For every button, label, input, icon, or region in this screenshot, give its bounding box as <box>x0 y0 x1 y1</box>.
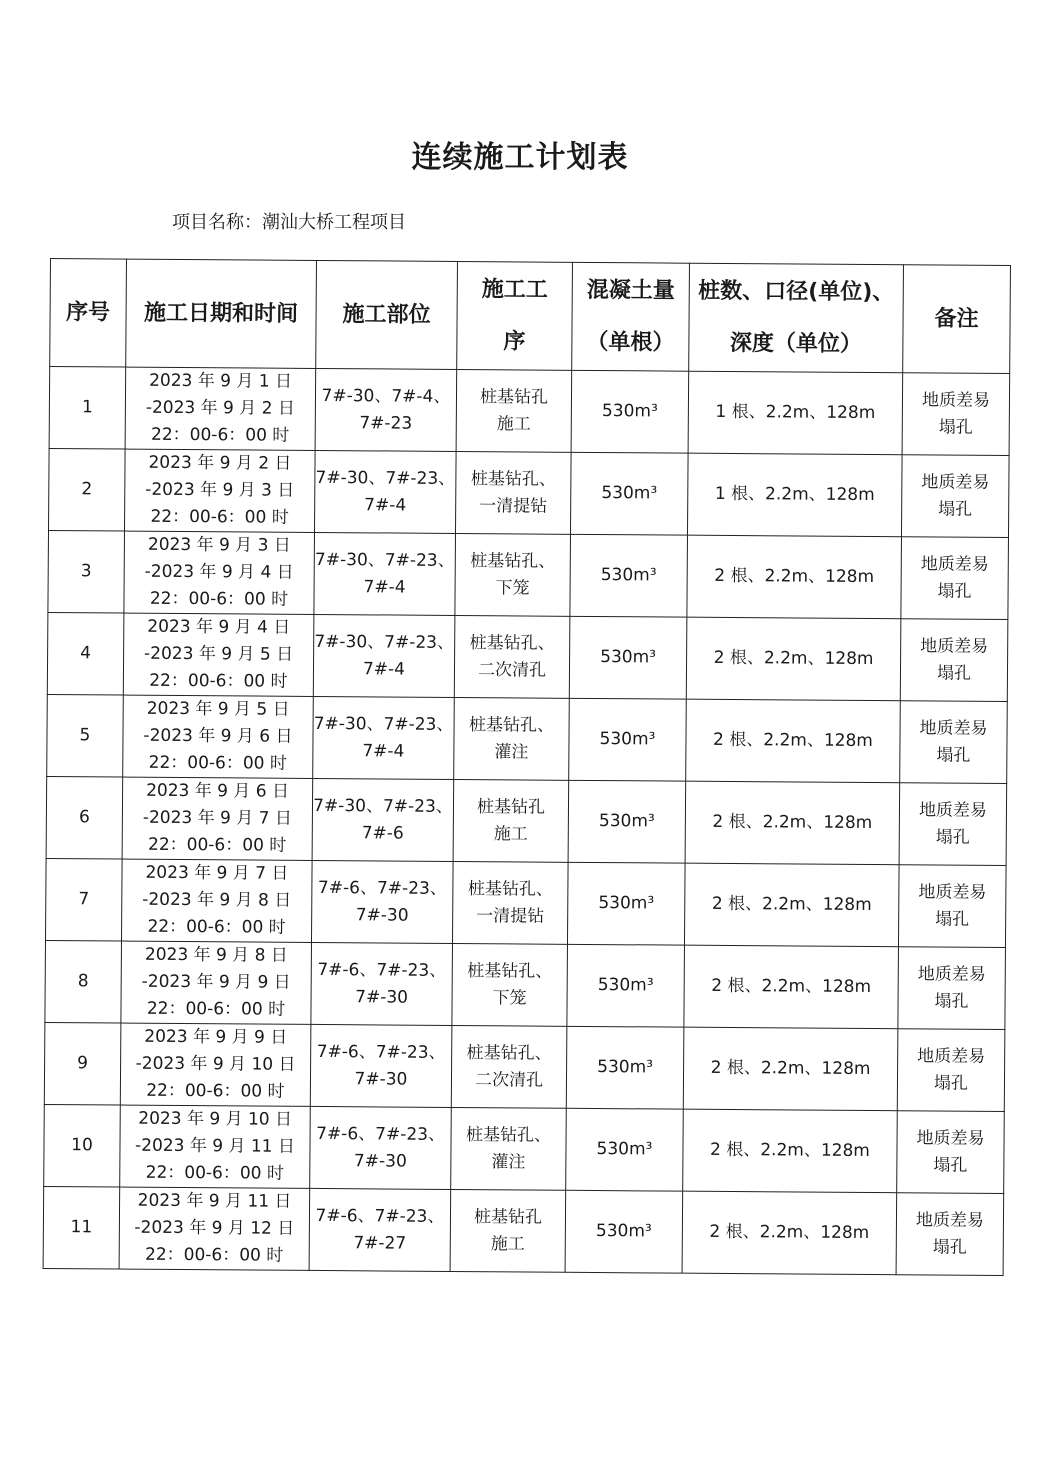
cell-datetime <box>120 1105 311 1188</box>
cell-piles: 2 根、2.2m、128m <box>684 945 899 1029</box>
cell-process-line-1: 桩基钻孔、 <box>466 1124 552 1146</box>
cell-location-line-1: 7#-6、7#-23、 <box>317 877 447 899</box>
cell-process-line-1: 桩基钻孔、 <box>470 550 556 572</box>
cell-process-line-1: 桩基钻孔、 <box>467 960 553 982</box>
cell-location-line-2: 7#-30 <box>353 1150 407 1172</box>
cell-remarks <box>902 373 1010 456</box>
cell-remarks-line-1: 地质差易 <box>918 881 987 903</box>
cell-remarks-line-2: 塌孔 <box>936 663 972 684</box>
cell-time: 22：00-6：00 时 <box>144 1244 284 1266</box>
cell-concrete: 530m³ <box>566 1026 684 1109</box>
cell-process-line-2: 施工 <box>493 823 528 845</box>
cell-process-line-1: 桩基钻孔、 <box>469 714 555 736</box>
table-row <box>46 776 1007 865</box>
cell-date-end: -2023 年 9 月 10 日 <box>135 1053 296 1075</box>
cell-location-line-2: 7#-30 <box>355 986 409 1008</box>
cell-seq: 3 <box>48 530 125 613</box>
cell-time: 22：00-6：00 时 <box>146 998 286 1020</box>
cell-time: 22：00-6：00 时 <box>149 670 288 692</box>
cell-datetime <box>119 1187 310 1270</box>
cell-process-line-1: 桩基钻孔、 <box>466 1042 552 1064</box>
cell-date-end: -2023 年 9 月 4 日 <box>144 561 294 583</box>
cell-process-line-2: 二次清孔 <box>474 1069 544 1091</box>
cell-process <box>454 615 570 698</box>
cell-datetime <box>125 367 316 450</box>
header-location: 施工部位 <box>316 260 458 369</box>
cell-location-line-1: 7#-30、7#-23、 <box>314 631 455 653</box>
cell-time: 22：00-6：00 时 <box>147 916 286 938</box>
cell-seq: 4 <box>47 612 124 695</box>
cell-process-line-1: 桩基钻孔 <box>479 386 549 408</box>
cell-remarks-line-2: 塌孔 <box>933 1073 969 1094</box>
cell-location-line-2: 7#-23 <box>359 412 413 434</box>
cell-process-line-1: 桩基钻孔 <box>476 796 546 818</box>
cell-process-line-2: 灌注 <box>491 1151 526 1173</box>
header-concrete-line-2: （单根） <box>586 329 675 356</box>
cell-date-end: -2023 年 9 月 12 日 <box>134 1217 295 1239</box>
cell-remarks-line-1: 地质差易 <box>921 389 991 411</box>
header-process-line-2: 序 <box>503 328 526 354</box>
cell-time: 22：00-6：00 时 <box>145 1162 284 1184</box>
cell-datetime <box>121 859 312 942</box>
cell-process-line-1: 桩基钻孔 <box>473 1206 543 1228</box>
cell-location-line-1: 7#-30、7#-23、 <box>313 713 454 735</box>
cell-location-line-1: 7#-6、7#-23、 <box>317 959 447 981</box>
cell-process <box>452 861 568 944</box>
cell-remarks <box>897 1029 1005 1112</box>
header-concrete <box>572 262 690 371</box>
cell-location-line-1: 7#-6、7#-23、 <box>316 1123 446 1145</box>
cell-remarks-line-2: 塌孔 <box>936 745 971 766</box>
cell-location <box>310 1024 452 1107</box>
cell-concrete: 530m³ <box>570 452 688 535</box>
cell-date-start: 2023 年 9 月 7 日 <box>145 862 289 884</box>
cell-remarks-line-2: 塌孔 <box>935 909 970 930</box>
header-seq: 序号 <box>50 259 127 368</box>
cell-process-line-1: 桩基钻孔、 <box>469 632 555 654</box>
cell-date-start: 2023 年 9 月 11 日 <box>137 1190 292 1212</box>
cell-process <box>451 1107 567 1190</box>
cell-process-line-2: 一清提钻 <box>479 495 548 517</box>
cell-process <box>451 1025 567 1108</box>
header-piles-line-1: 桩数、口径(单位)、 <box>698 278 895 305</box>
cell-process-line-2: 施工 <box>496 413 531 435</box>
project-name: 项目名称：潮汕大桥工程项目 <box>172 212 406 233</box>
page-title: 连续施工计划表 <box>411 140 629 175</box>
cell-remarks-line-2: 塌孔 <box>937 581 972 602</box>
cell-remarks <box>896 1193 1004 1276</box>
cell-process-line-2: 一清提钻 <box>476 905 545 927</box>
cell-remarks <box>900 701 1008 784</box>
cell-time: 22：00-6：00 时 <box>146 1080 285 1102</box>
header-datetime: 施工日期和时间 <box>126 259 317 368</box>
cell-location <box>309 1188 451 1271</box>
cell-date-start: 2023 年 9 月 4 日 <box>147 616 291 638</box>
header-process-line-1: 施工工 <box>481 276 548 303</box>
cell-process-line-2: 下笼 <box>492 987 527 1009</box>
cell-location-line-2: 7#-6 <box>361 822 404 844</box>
cell-concrete: 530m³ <box>570 534 688 617</box>
cell-location <box>310 1106 452 1189</box>
cell-remarks <box>900 619 1008 702</box>
cell-remarks <box>897 1111 1005 1194</box>
cell-process-line-1: 桩基钻孔、 <box>470 468 556 490</box>
table-row <box>49 367 1010 456</box>
cell-date-end: -2023 年 9 月 5 日 <box>143 643 294 665</box>
cell-datetime <box>121 941 312 1024</box>
cell-remarks-line-1: 地质差易 <box>919 717 988 739</box>
cell-seq: 8 <box>45 940 122 1023</box>
cell-seq: 7 <box>45 858 122 941</box>
table-row <box>44 1104 1005 1193</box>
cell-process <box>452 943 568 1026</box>
cell-location-line-1: 7#-30、7#-23、 <box>315 467 456 489</box>
cell-datetime <box>123 613 314 696</box>
cell-concrete: 530m³ <box>571 370 689 453</box>
cell-piles: 2 根、2.2m、128m <box>685 781 900 865</box>
cell-location <box>314 450 456 533</box>
cell-process-line-1: 桩基钻孔、 <box>467 878 553 900</box>
cell-location-line-1: 7#-30、7#-23、 <box>313 795 453 817</box>
cell-datetime <box>122 777 313 860</box>
cell-piles: 2 根、2.2m、128m <box>683 1109 898 1193</box>
cell-location-line-2: 7#-4 <box>362 740 405 762</box>
cell-date-start: 2023 年 9 月 2 日 <box>148 452 292 474</box>
cell-time: 22：00-6：00 时 <box>148 752 287 774</box>
cell-location <box>312 778 454 861</box>
cell-piles: 2 根、2.2m、128m <box>687 535 902 619</box>
cell-date-end: -2023 年 9 月 8 日 <box>142 889 292 911</box>
cell-process-line-2: 施工 <box>490 1233 525 1255</box>
table-row <box>49 448 1010 537</box>
cell-datetime <box>120 1023 311 1106</box>
cell-date-end: -2023 年 9 月 3 日 <box>145 479 295 501</box>
cell-concrete: 530m³ <box>569 698 687 781</box>
cell-seq: 1 <box>49 367 126 450</box>
cell-concrete: 530m³ <box>568 780 686 863</box>
cell-time: 22：00-6：00 时 <box>151 424 290 446</box>
cell-process <box>456 369 572 452</box>
cell-location <box>313 696 455 779</box>
cell-location <box>313 614 455 697</box>
cell-remarks <box>901 537 1009 620</box>
cell-process-line-2: 灌注 <box>494 741 529 763</box>
cell-time: 22：00-6：00 时 <box>150 506 289 528</box>
cell-process <box>450 1189 566 1272</box>
cell-remarks-line-1: 地质差易 <box>915 1209 985 1231</box>
cell-seq: 10 <box>44 1104 121 1187</box>
cell-remarks <box>898 947 1006 1030</box>
cell-remarks-line-1: 地质差易 <box>916 1127 985 1149</box>
cell-datetime <box>123 695 314 778</box>
cell-process <box>453 779 569 862</box>
cell-date-start: 2023 年 9 月 1 日 <box>149 370 293 392</box>
table-header-row <box>50 259 1011 374</box>
cell-process <box>454 697 570 780</box>
cell-piles: 2 根、2.2m、128m <box>684 863 899 947</box>
cell-time: 22：00-6：00 时 <box>149 588 289 610</box>
cell-process-line-2: 下笼 <box>495 577 530 599</box>
cell-location <box>315 368 457 451</box>
cell-location <box>311 942 453 1025</box>
cell-time: 22：00-6：00 时 <box>148 834 287 856</box>
cell-seq: 5 <box>47 694 124 777</box>
header-process <box>457 261 573 370</box>
cell-piles: 1 根、2.2m、128m <box>687 453 902 537</box>
table-row <box>47 694 1008 783</box>
cell-location-line-2: 7#-4 <box>363 576 406 598</box>
cell-remarks-line-1: 地质差易 <box>921 471 990 493</box>
cell-remarks <box>899 783 1007 866</box>
table-row <box>44 1022 1005 1111</box>
cell-seq: 9 <box>44 1022 121 1105</box>
cell-remarks <box>898 865 1006 948</box>
cell-location-line-2: 7#-4 <box>362 658 406 680</box>
cell-piles: 2 根、2.2m、128m <box>682 1191 897 1275</box>
cell-datetime <box>124 531 315 614</box>
cell-process <box>455 533 571 616</box>
header-piles <box>689 263 904 373</box>
cell-process-line-2: 二次清孔 <box>477 659 547 681</box>
cell-remarks-line-2: 塌孔 <box>934 991 969 1012</box>
cell-location-line-2: 7#-4 <box>364 494 407 516</box>
cell-remarks-line-1: 地质差易 <box>920 635 989 657</box>
cell-piles: 1 根、2.2m、128m <box>688 371 903 455</box>
cell-concrete: 530m³ <box>569 616 687 699</box>
cell-date-start: 2023 年 9 月 10 日 <box>138 1108 293 1130</box>
cell-remarks-line-1: 地质差易 <box>918 799 988 821</box>
construction-plan-table <box>43 258 1011 1276</box>
cell-location <box>314 532 456 615</box>
cell-remarks-line-2: 塌孔 <box>932 1236 967 1258</box>
table-row <box>45 940 1006 1029</box>
cell-location-line-2: 7#-27 <box>353 1232 407 1254</box>
cell-date-start: 2023 年 9 月 5 日 <box>146 698 290 720</box>
cell-date-end: -2023 年 9 月 6 日 <box>143 725 293 747</box>
cell-concrete: 530m³ <box>566 1108 684 1191</box>
cell-date-end: -2023 年 9 月 2 日 <box>145 397 296 419</box>
cell-date-start: 2023 年 9 月 3 日 <box>147 534 291 556</box>
cell-concrete: 530m³ <box>567 862 685 945</box>
header-piles-line-2: 深度（单位） <box>729 330 862 357</box>
cell-remarks-line-2: 塌孔 <box>935 827 970 848</box>
cell-location-line-1: 7#-6、7#-23、 <box>315 1205 445 1227</box>
cell-piles: 2 根、2.2m、128m <box>686 617 901 701</box>
cell-remarks-line-1: 地质差易 <box>920 553 989 575</box>
cell-remarks-line-2: 塌孔 <box>933 1155 968 1176</box>
cell-concrete: 530m³ <box>567 944 685 1027</box>
cell-piles: 2 根、2.2m、128m <box>683 1027 898 1111</box>
cell-date-end: -2023 年 9 月 9 日 <box>141 971 291 993</box>
table-row <box>48 530 1009 619</box>
cell-concrete: 530m³ <box>565 1190 683 1273</box>
cell-date-end: -2023 年 9 月 11 日 <box>134 1135 296 1157</box>
cell-date-start: 2023 年 9 月 9 日 <box>144 1026 288 1048</box>
cell-location-line-1: 7#-30、7#-4、 <box>321 385 451 407</box>
cell-remarks-line-1: 地质差易 <box>917 1045 986 1067</box>
cell-location-line-1: 7#-30、7#-23、 <box>314 549 455 571</box>
cell-remarks-line-1: 地质差易 <box>917 963 986 985</box>
cell-location-line-1: 7#-6、7#-23、 <box>316 1041 446 1063</box>
cell-date-start: 2023 年 9 月 8 日 <box>144 944 288 966</box>
header-concrete-line-1: 混凝土量 <box>586 277 675 304</box>
cell-piles: 2 根、2.2m、128m <box>686 699 901 783</box>
cell-location-line-2: 7#-30 <box>355 904 409 926</box>
cell-datetime <box>125 449 316 532</box>
cell-seq: 2 <box>49 448 126 531</box>
table-row <box>47 612 1008 701</box>
cell-seq: 6 <box>46 776 123 859</box>
table-row <box>45 858 1006 947</box>
cell-remarks <box>901 455 1009 538</box>
table-body <box>43 367 1010 1276</box>
cell-location <box>311 860 453 943</box>
cell-location-line-2: 7#-30 <box>354 1068 408 1090</box>
table-row <box>43 1186 1004 1275</box>
cell-seq: 11 <box>43 1186 120 1269</box>
cell-remarks-line-2: 塌孔 <box>938 417 973 438</box>
cell-date-start: 2023 年 9 月 6 日 <box>146 780 290 802</box>
header-remarks: 备注 <box>903 265 1011 374</box>
cell-date-end: -2023 年 9 月 7 日 <box>142 807 293 829</box>
cell-process <box>455 451 571 534</box>
cell-remarks-line-2: 塌孔 <box>938 499 973 520</box>
